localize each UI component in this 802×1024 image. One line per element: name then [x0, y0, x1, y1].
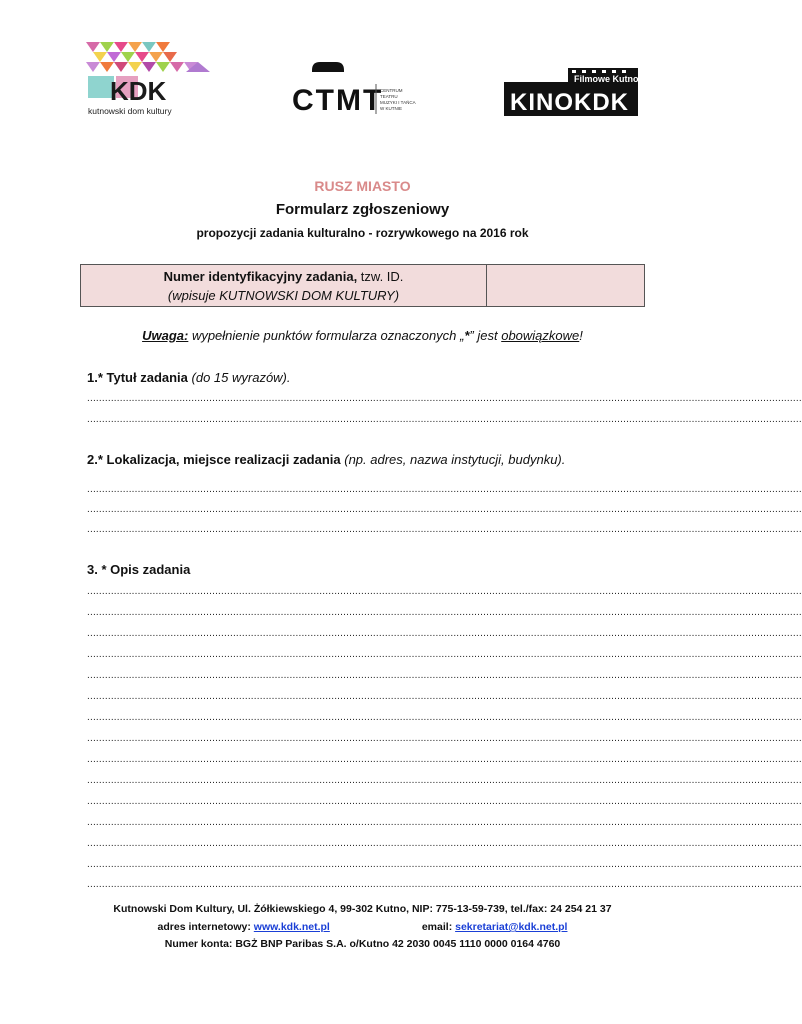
section-1-answer-line-1[interactable]: ................................................................................................................................................................................................................................................ [87, 393, 802, 404]
svg-text:KDK: KDK [110, 76, 167, 106]
page-title: Formularz zgłoszeniowy [275, 201, 450, 218]
notice-text-2: ” jest [469, 328, 502, 343]
page-subtitle: propozycji zadania kulturalno - rozrywkowego na 2016 rok [196, 226, 529, 240]
program-name: RUSZ MIASTO [314, 178, 411, 194]
section-3-answer-line-15[interactable]: ................................................................................................................................................................................................................................................ [87, 879, 802, 890]
section-2-hint: (np. adres, nazwa instytucji, budynku). [340, 452, 566, 467]
section-3-answer-line-14[interactable]: ................................................................................................................................................................................................................................................ [87, 859, 802, 870]
section-3-answer-line-11[interactable]: ................................................................................................................................................................................................................................................ [87, 796, 802, 807]
footer-address: Kutnowski Dom Kultury, Ul. Żółkiewskiego 4, 99-302 Kutno, NIP: 775-13-59-739, tel./fax: 24 254 21 37 [113, 903, 612, 915]
section-3-answer-line-7[interactable]: ................................................................................................................................................................................................................................................ [87, 712, 802, 723]
task-id-label: Numer identyfikacyjny zadania, [163, 268, 358, 284]
svg-text:MUZYKI I TAŃCA: MUZYKI I TAŃCA [380, 100, 416, 105]
notice-text-1: wypełnienie punktów formularza oznaczonych „ [188, 328, 465, 343]
section-1-answer-line-2[interactable]: ................................................................................................................................................................................................................................................ [87, 414, 802, 425]
section-1-hint: (do 15 wyrazów). [187, 370, 291, 385]
section-3-answer-line-3[interactable]: ................................................................................................................................................................................................................................................ [87, 628, 802, 639]
footer-contacts [0, 921, 725, 933]
task-id-table [80, 264, 645, 307]
section-3-answer-line-5[interactable]: ................................................................................................................................................................................................................................................ [87, 670, 802, 681]
mandatory-notice [0, 328, 725, 343]
notice-lead: Uwaga: [142, 328, 189, 343]
task-id-note: (wpisuje KUTNOWSKI DOM KULTURY) [167, 287, 400, 303]
footer-web-link[interactable]: www.kdk.net.pl [253, 921, 330, 933]
svg-text:Filmowe Kutno: Filmowe Kutno [574, 74, 639, 84]
section-2-title: 2.* Lokalizacja, miejsce realizacji zadania [87, 452, 341, 467]
section-3-title: 3. * Opis zadania [87, 562, 191, 577]
svg-text:TEATRU: TEATRU [380, 94, 398, 99]
section-2-heading [87, 452, 565, 467]
section-1-heading [87, 370, 291, 385]
section-3-answer-line-13[interactable]: ................................................................................................................................................................................................................................................ [87, 838, 802, 849]
footer-web-label: adres internetowy: [157, 921, 254, 933]
section-3-answer-line-4[interactable]: ................................................................................................................................................................................................................................................ [87, 649, 802, 660]
notice-mandatory: obowiązkowe [501, 328, 580, 343]
section-3-answer-line-1[interactable]: ................................................................................................................................................................................................................................................ [87, 586, 802, 597]
section-2-answer-line-1[interactable]: ................................................................................................................................................................................................................................................ [87, 484, 802, 495]
kdk-logo [86, 42, 212, 118]
task-id-label-rest: tzw. ID. [357, 268, 404, 284]
task-id-label-cell [81, 265, 487, 307]
section-3-answer-line-6[interactable]: ................................................................................................................................................................................................................................................ [87, 691, 802, 702]
notice-end: ! [579, 328, 583, 343]
svg-text:KINOKDK: KINOKDK [510, 89, 629, 116]
section-2-answer-line-3[interactable]: ................................................................................................................................................................................................................................................ [87, 524, 802, 535]
section-1-title: 1.* Tytuł zadania [87, 370, 188, 385]
section-3-answer-line-2[interactable]: ................................................................................................................................................................................................................................................ [87, 607, 802, 618]
section-2-answer-line-2[interactable]: ................................................................................................................................................................................................................................................ [87, 504, 802, 515]
footer-email-link[interactable]: sekretariat@kdk.net.pl [455, 921, 568, 933]
section-3-answer-line-9[interactable]: ................................................................................................................................................................................................................................................ [87, 754, 802, 765]
footer-account: Numer konta: BGŻ BNP Paribas S.A. o/Kutno 42 2030 0045 1110 0000 0164 4760 [164, 938, 561, 950]
section-3-answer-line-10[interactable]: ................................................................................................................................................................................................................................................ [87, 775, 802, 786]
footer-email-label: email: [421, 921, 456, 933]
section-3-answer-line-8[interactable]: ................................................................................................................................................................................................................................................ [87, 733, 802, 744]
task-id-value-field[interactable] [487, 265, 645, 307]
svg-text:W KUTNIE: W KUTNIE [380, 106, 402, 111]
kino-kdk-logo [504, 66, 642, 118]
section-3-heading [87, 562, 190, 577]
svg-text:kutnowski dom kultury: kutnowski dom kultury [88, 106, 172, 116]
notice-star: * [464, 328, 470, 343]
ctmt-logo [290, 60, 416, 118]
svg-text:CTMT: CTMT [292, 84, 384, 117]
svg-text:CENTRUM: CENTRUM [380, 88, 403, 93]
section-3-answer-line-12[interactable]: ................................................................................................................................................................................................................................................ [87, 817, 802, 828]
